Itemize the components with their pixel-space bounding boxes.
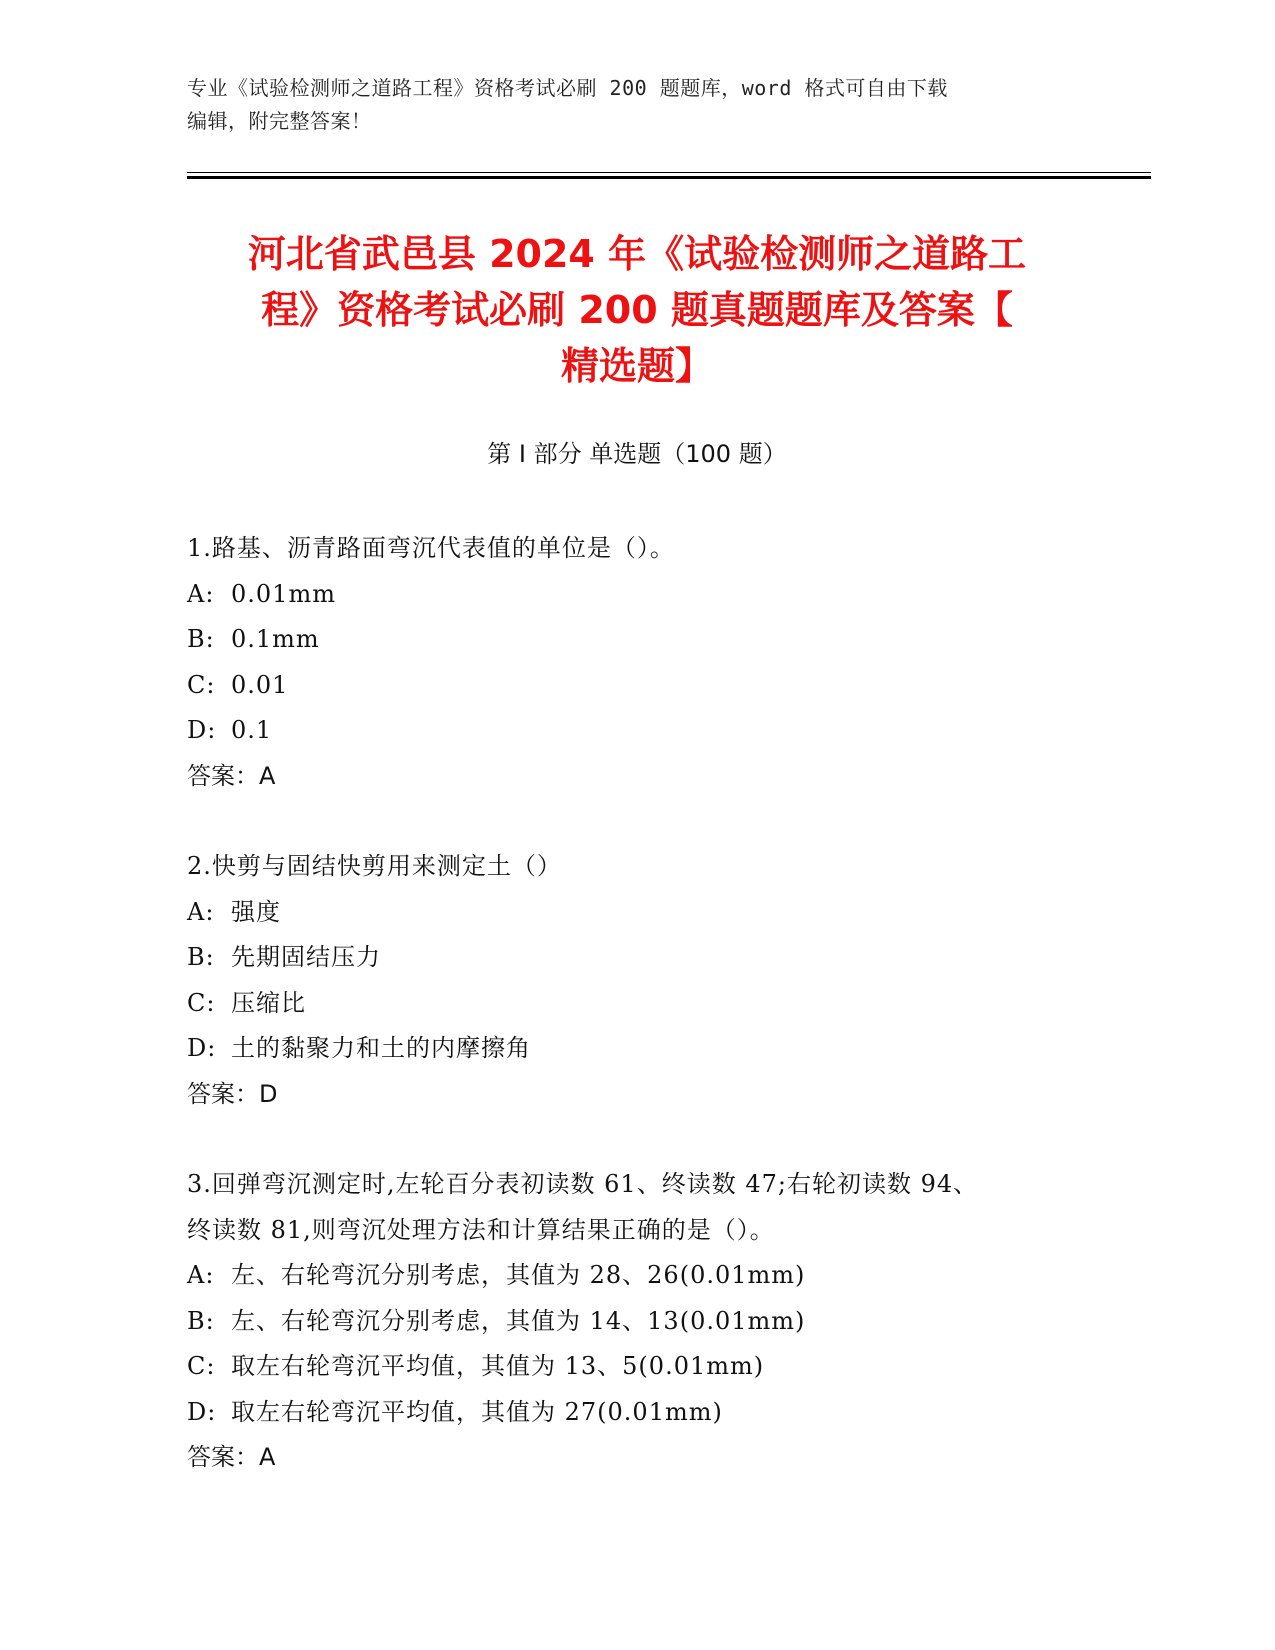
header-note-line2: 编辑，附完整答案！ [187, 109, 372, 133]
question-stem: 1.路基、沥青路面弯沉代表值的单位是（）。 [187, 534, 675, 562]
question-1 [187, 526, 1087, 799]
document-title-line3: 精选题】 [560, 344, 713, 388]
document-title-line1: 河北省武邑县 2024 年《试验检测师之道路工 [247, 232, 1027, 276]
header-rule-thin [187, 172, 1151, 173]
question-stem: 3.回弹弯沉测定时,左轮百分表初读数 61、终读数 47;右轮初读数 94、 [187, 1170, 979, 1198]
option-letter: A: [187, 1261, 215, 1289]
answer: 答案：A [187, 761, 276, 790]
option-text: 左、右轮弯沉分别考虑，其值为 28、26(0.01mm) [231, 1261, 806, 1289]
option-letter: B: [187, 943, 215, 971]
option-b [187, 1299, 1087, 1345]
option-text: 0.1 [231, 716, 273, 744]
option-c [187, 981, 1087, 1027]
option-letter: D: [187, 716, 217, 744]
option-letter: A: [187, 579, 215, 608]
option-letter: B: [187, 625, 215, 653]
option-a [187, 572, 1087, 618]
question-2 [187, 844, 1087, 1117]
option-text: 土的黏聚力和土的内摩擦角 [231, 1034, 531, 1062]
option-text: 取左右轮弯沉平均值，其值为 27(0.01mm) [231, 1397, 723, 1426]
option-letter: C: [187, 670, 216, 699]
option-letter: B: [187, 1306, 215, 1335]
option-d [187, 708, 1087, 754]
question-3 [187, 1162, 1087, 1481]
option-letter: D: [187, 1034, 217, 1062]
document-title [187, 226, 1087, 394]
option-a [187, 890, 1087, 936]
option-d [187, 1026, 1087, 1072]
section-heading: 第 I 部分 单选题（100 题） [487, 440, 787, 468]
option-text: 先期固结压力 [231, 943, 381, 971]
option-letter: C: [187, 1352, 216, 1380]
option-d [187, 1390, 1087, 1436]
option-b [187, 617, 1087, 663]
question-stem: 2.快剪与固结快剪用来测定土（） [187, 852, 562, 880]
option-text: 左、右轮弯沉分别考虑，其值为 14、13(0.01mm) [231, 1306, 806, 1335]
header-note [187, 72, 1097, 138]
option-c [187, 1344, 1087, 1390]
document-title-line2: 程》资格考试必刷 200 题真题题库及答案【 [261, 288, 1013, 332]
answer: 答案：D [187, 1079, 278, 1108]
option-a [187, 1253, 1087, 1299]
option-letter: C: [187, 988, 216, 1017]
question-stem-continued: 终读数 81,则弯沉处理方法和计算结果正确的是（）。 [187, 1215, 775, 1244]
option-text: 压缩比 [231, 988, 306, 1017]
option-c [187, 663, 1087, 709]
option-text: 0.1mm [231, 625, 320, 653]
header-rule-thick [187, 176, 1151, 179]
option-text: 强度 [231, 897, 281, 926]
option-letter: A: [187, 897, 215, 926]
option-text: 0.01mm [231, 579, 336, 608]
option-text: 0.01 [231, 670, 289, 699]
question-list [187, 526, 1087, 1526]
answer: 答案：A [187, 1443, 276, 1471]
option-letter: D: [187, 1397, 217, 1426]
option-b [187, 935, 1087, 981]
header-note-line1: 专业《试验检测师之道路工程》资格考试必刷 200 题题库，word 格式可自由下载 [187, 76, 948, 100]
option-text: 取左右轮弯沉平均值，其值为 13、5(0.01mm) [231, 1352, 765, 1380]
